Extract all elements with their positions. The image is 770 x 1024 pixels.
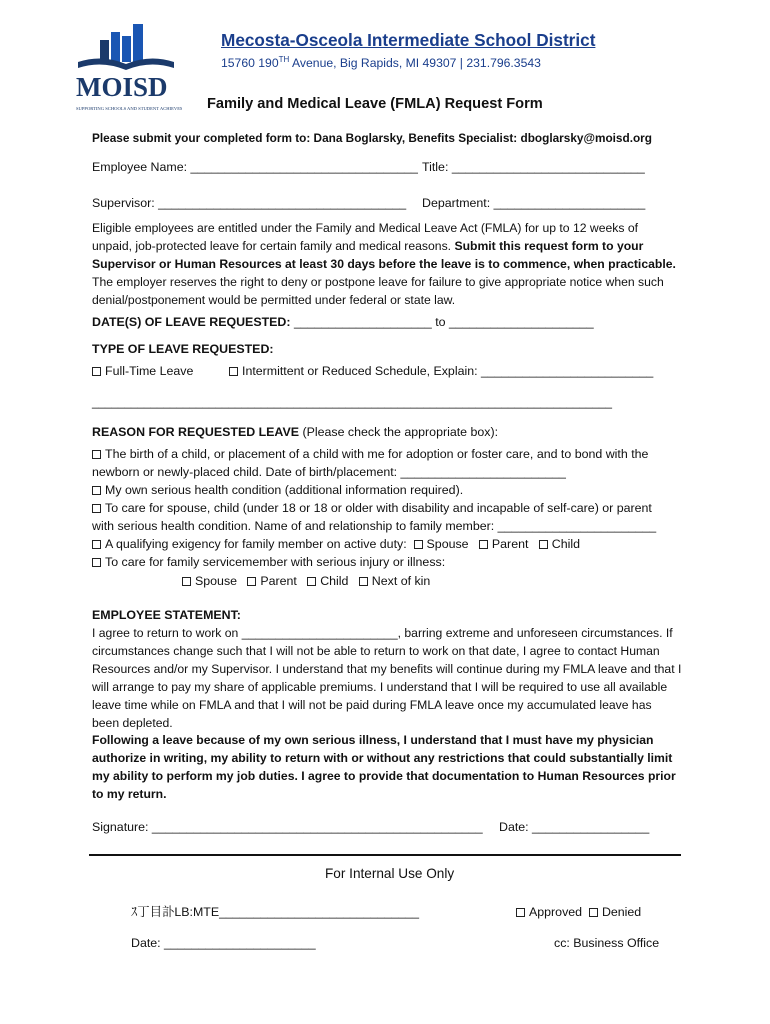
denied-checkbox[interactable] <box>589 908 598 917</box>
svc-next-of-kin-checkbox[interactable] <box>359 577 368 586</box>
title-field[interactable]: Title: ____________________________ <box>422 160 645 174</box>
reason-birth[interactable] <box>92 445 648 463</box>
full-time-checkbox[interactable] <box>92 367 101 376</box>
explain-line[interactable]: ________________________________________________________________________________ <box>92 396 613 409</box>
reason-note: (Please check the appropriate box): <box>299 425 499 439</box>
approved-label: Approved <box>529 905 583 919</box>
servicemember-relations <box>182 572 430 590</box>
approved-checkbox[interactable] <box>516 908 525 917</box>
form-title: Family and Medical Leave (FMLA) Request Form <box>207 96 543 112</box>
statement-bold-text: Following a leave because of my own serious illness, I understand that I must have my physician authorize in writing, my ability to return with or without any restrictions that could substantially limit my ability to perform my job duties. I agree to provide that documentation to Human Resources prior to my return. <box>92 733 676 801</box>
reason-servicemember-text: To care for family servicemember with serious injury or illness: <box>105 555 446 569</box>
svc-child-checkbox[interactable] <box>307 577 316 586</box>
reason-exigency[interactable] <box>92 535 580 553</box>
leave-end-field[interactable]: _____________________ <box>448 315 594 329</box>
supervisor-field[interactable]: Supervisor: ____________________________________ <box>92 196 407 210</box>
full-time-option[interactable] <box>92 362 193 380</box>
statement-text: I agree to return to work on _______________________, barring extreme and unforeseen circumstances. If circumstances change such that I will not be able to return to work on that date, I agree to contact Human Resources and/or my Supervisor. I understand that my benefits will continue during my FMLA leave and that I will arrange to pay my share of applicable premiums. I understand that I will be required to use all available leave time while on FMLA and that I will not be paid during FMLA leave once my accumulated leave has been depleted. <box>92 626 682 730</box>
type-heading: TYPE OF LEAVE REQUESTED: <box>92 342 274 356</box>
internal-divider <box>89 854 681 856</box>
logo-wordmark: MOISD <box>76 72 168 102</box>
statement-heading: EMPLOYEE STATEMENT: <box>92 608 241 622</box>
department-field[interactable]: Department: ______________________ <box>422 196 646 210</box>
leave-start-field[interactable]: ____________________ <box>293 315 432 329</box>
signature-field[interactable]: Signature: ________________________________________________ <box>92 820 483 834</box>
address-superscript: TH <box>278 55 290 64</box>
intro-bold: Submit this request form to your Supervisor or Human Resources at least 30 days before the leave is to commence, when practicable. <box>92 239 676 271</box>
svc-parent-checkbox[interactable] <box>247 577 256 586</box>
employee-name-field[interactable]: Employee Name: _________________________________ <box>92 160 418 174</box>
internal-date-field[interactable]: Date: ______________________ <box>131 936 316 950</box>
leave-dates-row <box>92 313 594 331</box>
full-time-label: Full-Time Leave <box>105 364 194 378</box>
svc-spouse-label: Spouse <box>195 574 238 588</box>
reason-own-checkbox[interactable] <box>92 486 101 495</box>
denied-label: Denied <box>601 905 642 919</box>
svc-child-label: Child <box>320 574 349 588</box>
logo-graphic <box>72 22 182 122</box>
reason-heading-row <box>92 423 498 441</box>
reason-own-health[interactable] <box>92 481 463 499</box>
reason-servicemember-checkbox[interactable] <box>92 558 101 567</box>
leave-dates-label: DATE(S) OF LEAVE REQUESTED: <box>92 315 294 329</box>
reason-care-text-1: To care for spouse, child (under 18 or 18 or older with disability and incapable of self-care) or parent <box>105 501 652 515</box>
leave-dates-to: to <box>431 315 449 329</box>
cc-business-office: cc: Business Office <box>554 936 660 950</box>
intro-text-2: The employer reserves the right to deny or postpone leave for failure to give appropriate notice when such denial/postponement would be permitted under federal or state law. <box>92 275 664 307</box>
intermittent-checkbox[interactable] <box>229 367 238 376</box>
address-number: 15760 190 <box>221 56 279 71</box>
internal-heading: For Internal Use Only <box>325 866 455 881</box>
approver-field[interactable]: _____________________________ <box>219 905 419 919</box>
approver-label: ｽ丁目訃LB:MTE <box>131 905 220 919</box>
svc-next-of-kin-label: Next of kin <box>371 574 431 588</box>
district-logo <box>72 22 182 122</box>
address-rest: Avenue, Big Rapids, MI 49307 | 231.796.3543 <box>289 56 541 71</box>
reason-servicemember[interactable] <box>92 553 445 571</box>
intermittent-option[interactable] <box>229 362 653 380</box>
reason-care[interactable] <box>92 499 652 517</box>
svc-spouse-checkbox[interactable] <box>182 577 191 586</box>
exigency-child-checkbox[interactable] <box>539 540 548 549</box>
org-address <box>221 55 541 70</box>
approver-row <box>131 903 419 921</box>
intro-text-1: Eligible employees are entitled under the Family and Medical Leave Act (FMLA) for up to 12 weeks of unpaid, job-protected leave for certain family and medical reasons. <box>92 221 639 253</box>
exigency-spouse-checkbox[interactable] <box>414 540 423 549</box>
reason-birth-line-2: newborn or newly-placed child. Date of birth/placement: ________________________ <box>92 465 566 479</box>
reason-exigency-checkbox[interactable] <box>92 540 101 549</box>
reason-care-checkbox[interactable] <box>92 504 101 513</box>
signature-date-field[interactable]: Date: _________________ <box>499 820 650 834</box>
svc-parent-label: Parent <box>260 574 297 588</box>
reason-birth-checkbox[interactable] <box>92 450 101 459</box>
intro-paragraph <box>92 219 680 309</box>
exigency-parent-label: Parent <box>491 537 529 551</box>
exigency-spouse-label: Spouse <box>426 537 469 551</box>
intermittent-label: Intermittent or Reduced Schedule, Explain: _________________________ <box>242 364 654 378</box>
exigency-child-label: Child <box>551 537 580 551</box>
logo-tagline: SUPPORTING SCHOOLS AND STUDENT ACHIEVEMENT <box>76 106 182 111</box>
approval-options <box>516 903 641 921</box>
org-name: Mecosta-Osceola Intermediate School District <box>221 30 596 50</box>
reason-care-line-2: with serious health condition. Name of and relationship to family member: _______________________ <box>92 519 657 533</box>
reason-heading: REASON FOR REQUESTED LEAVE <box>92 425 299 439</box>
submit-instructions: Please submit your completed form to: Dana Boglarsky, Benefits Specialist: dboglarsky@moisd.org <box>92 131 652 145</box>
reason-exigency-text: A qualifying exigency for family member on active duty: <box>105 537 407 551</box>
exigency-parent-checkbox[interactable] <box>479 540 488 549</box>
reason-birth-text-1: The birth of a child, or placement of a child with me for adoption or foster care, and to bond with the <box>105 447 649 461</box>
reason-own-text: My own serious health condition (additional information required). <box>105 483 464 497</box>
